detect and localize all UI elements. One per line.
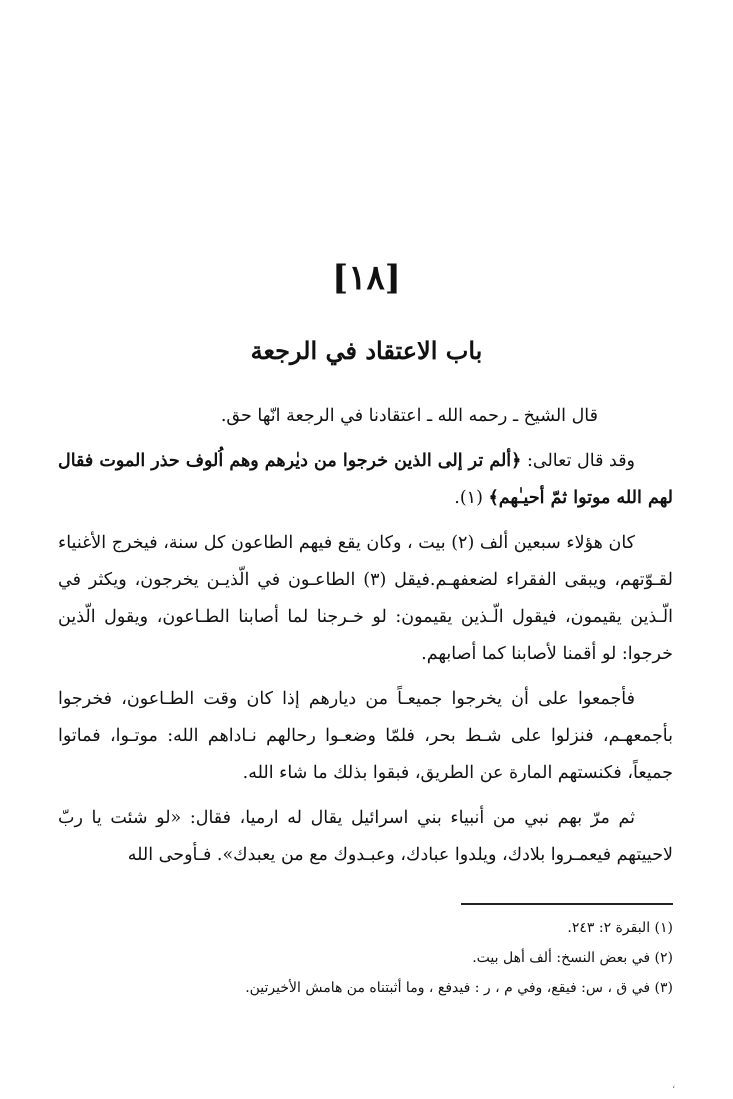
quran-verse: ﴿ألم تر إلى الذين خرجوا من ديٰرهم وهم اُلوف حذر الموت فقال لهم الله موتوا ثمّ أحيـٰهم﴾: [58, 451, 673, 508]
footnote-ref: (١).: [454, 488, 489, 508]
body-text: [58, 398, 673, 882]
paragraph-text: ثم مرّ بهم نبي من أنبياء بني اسرائيل يقال له ارميا، فقال: «لو شئت يا ربّ لاحييتهم فيعمـروا بلادك، ويلدوا عبادك، وعبـدوك مع من يعبدك». فـأوحى الله: [58, 808, 673, 865]
paragraph-text: قال الشيخ ـ رحمه الله ـ اعتقادنا في الرجعة انّها حق.: [220, 406, 598, 426]
footnote-divider: [461, 903, 673, 905]
paragraph: [58, 525, 673, 673]
page-mark: ،: [672, 1080, 676, 1091]
paragraph: [58, 443, 673, 517]
paragraph: [58, 398, 673, 435]
chapter-number: [١٨]: [332, 258, 401, 298]
paragraph-text: فأجمعوا على أن يخرجوا جميعـاً من ديارهم إذا كان وقت الطـاعون، فخرجوا بأجمعهـم، فنزلوا على شـط بحر، فلمّا وضعـوا رحالهم نـاداهم الله: موتـوا، فماتوا جميعاً، فكنستهم المارة عن الطريق، فبقوا بذلك ما شاء الله.: [58, 689, 673, 783]
footnote: (٢) في بعض النسخ: ألف أهل بيت.: [472, 950, 673, 966]
paragraph-text: كان هؤلاء سبعين ألف (٢) بيت ، وكان يقع فيهم الطاعون كل سنة، فيخرج الأغنياء لقـوّتهم، ويبقى الفقراء لضعفهـم.فيقل (٣) الطاعـون في الّذيـن يخرجون، ويكثر في الّـذين يقيمون، فيقول الّـذين يقيمون: لو خـرجنا لما أصابنا الطـاعون، ويقول الّذين خرجوا: لو أقمنا لأصابنا كما أصابهم.: [58, 533, 673, 664]
chapter-title: باب الاعتقاد في الرجعة: [250, 336, 483, 365]
paragraph: [58, 800, 673, 874]
footnote: (١) البقرة ٢: ٢٤٣.: [567, 920, 673, 936]
footnotes: [58, 913, 673, 1003]
footnote: (٣) في ق ، س: فيقع، وفي م ، ر : فيدفع ، وما أثبتناه من هامش الأخيرتين.: [245, 980, 673, 996]
paragraph-text: وقد قال تعالى:: [521, 451, 636, 471]
paragraph: [58, 681, 673, 792]
